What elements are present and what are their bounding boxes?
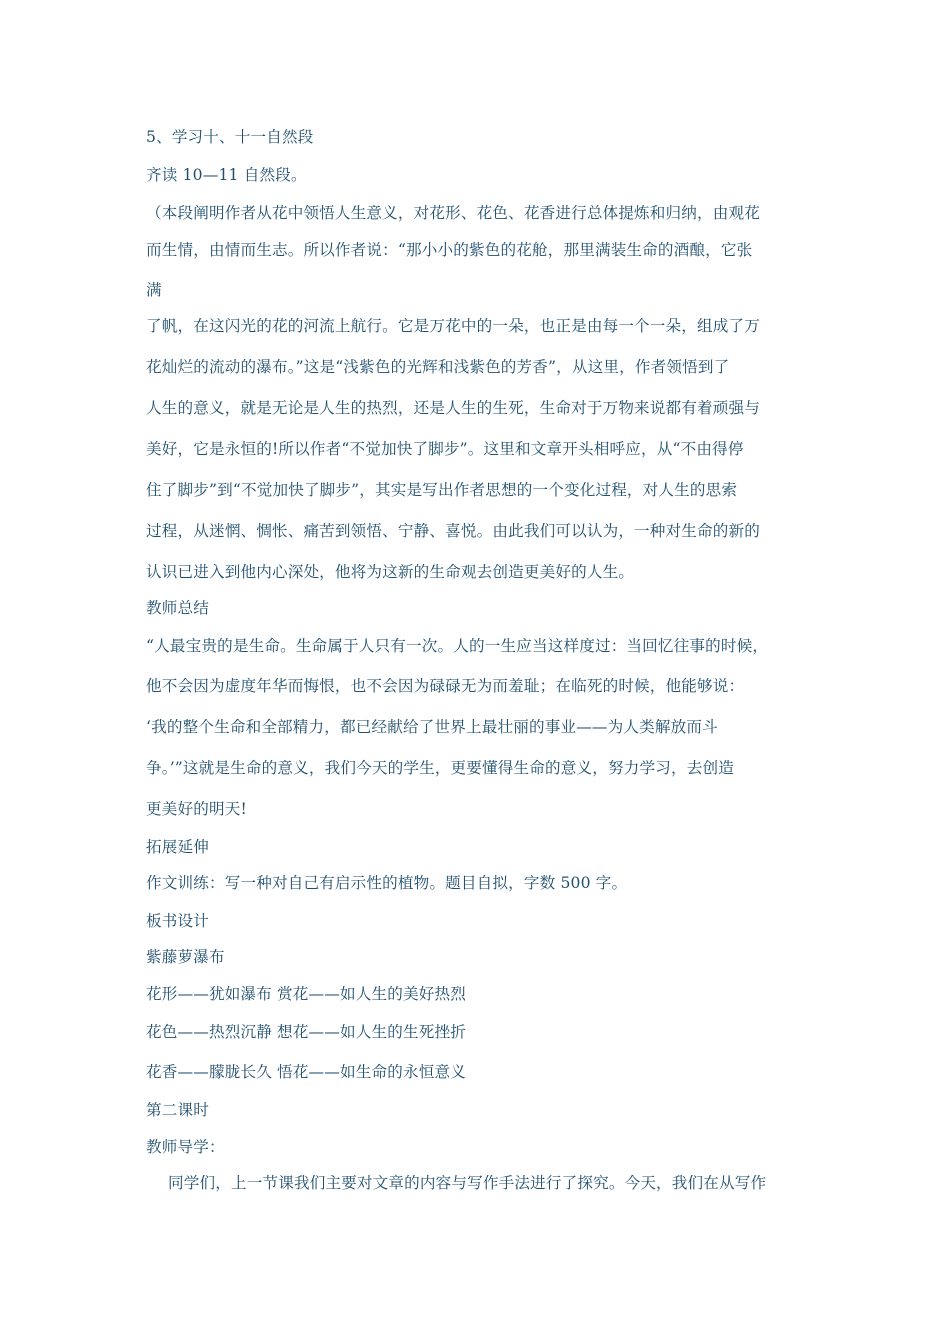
text-line: 他不会因为虚度年华而悔恨，也不会因为碌碌无为而羞耻；在临死的时候，他能够说： — [146, 677, 745, 695]
text-line: 住了脚步”到“不觉加快了脚步”，其实是写出作者思想的一个变化过程，对人生的思索 — [146, 481, 738, 499]
board-row: 花色——热烈沉静 想花——如人生的生死挫折 — [146, 1023, 466, 1041]
text-line: 而生情，由情而生志。所以作者说：“那小小的紫色的花舱，那里满装生命的酒酿，它张 — [146, 241, 753, 259]
text-line: 美好，它是永恒的!所以作者“不觉加快了脚步”。这里和文章开头相呼应，从“不由得停 — [146, 440, 744, 458]
text-line: （本段阐明作者从花中领悟人生意义，对花形、花色、花香进行总体提炼和归纳，由观花 — [146, 204, 761, 222]
section-heading-second-lesson: 第二课时 — [146, 1101, 209, 1119]
text-line: 满 — [146, 281, 162, 299]
text-line: 了帆，在这闪光的花的河流上航行。它是万花中的一朵，也正是由每一个一朵，组成了万 — [146, 317, 761, 335]
section-heading-5: 5、学习十、十一自然段 — [146, 128, 314, 146]
board-title: 紫藤萝瀑布 — [146, 948, 225, 966]
text-line: 齐读 10—11 自然段。 — [146, 166, 307, 184]
text-line: 作文训练：写一种对自己有启示性的植物。题目自拟，字数 500 字。 — [146, 874, 628, 892]
text-line: 更美好的明天! — [146, 800, 247, 818]
section-heading-teacher-guide: 教师导学： — [146, 1138, 225, 1156]
text-line: ‘我的整个生命和全部精力，都已经献给了世界上最壮丽的事业——为人类解放而斗 — [146, 718, 718, 736]
board-row: 花形——犹如瀑布 赏花——如人生的美好热烈 — [146, 985, 466, 1003]
text-line: 认识已进入到他内心深处，他将为这新的生命观去创造更美好的人生。 — [146, 563, 635, 581]
board-row: 花香——朦胧长久 悟花——如生命的永恒意义 — [146, 1063, 466, 1081]
text-line: 花灿烂的流动的瀑布。”这是“浅紫色的光辉和浅紫色的芳香”，从这里，作者领悟到了 — [146, 358, 730, 376]
text-line: 争。’”这就是生命的意义，我们今天的学生，更要懂得生命的意义，努力学习，去创造 — [146, 759, 734, 777]
text-line: 人生的意义，就是无论是人生的热烈，还是人生的生死，生命对于万物来说都有着顽强与 — [146, 399, 761, 417]
text-line: 过程，从迷惘、惆怅、痛苦到领悟、宁静、喜悦。由此我们可以认为，一种对生命的新的 — [146, 522, 761, 540]
text-line: 同学们，上一节课我们主要对文章的内容与写作手法进行了探究。今天，我们在从写作 — [168, 1174, 767, 1192]
section-heading-teacher-summary: 教师总结 — [146, 599, 209, 617]
section-heading-extension: 拓展延伸 — [146, 838, 209, 856]
section-heading-board-design: 板书设计 — [146, 912, 209, 930]
text-line: “人最宝贵的是生命。生命属于人只有一次。人的一生应当这样度过：当回忆往事的时候， — [146, 637, 769, 655]
